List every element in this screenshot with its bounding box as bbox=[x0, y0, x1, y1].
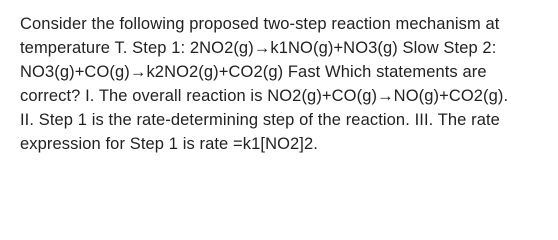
question-line-2: temperature T. Step 1: 2NO2(g)→k1NO(g)+NO3(g) Slow Step 2: bbox=[20, 39, 497, 57]
question-line-3: NO3(g)+CO(g)→k2NO2(g)+CO2(g) Fast Which statements are bbox=[20, 63, 487, 81]
question-text bbox=[20, 12, 548, 156]
question-line-5: II. Step 1 is the rate-determining step of the reaction. III. The rate bbox=[20, 111, 500, 129]
question-line-4: correct? I. The overall reaction is NO2(g)+CO(g)→NO(g)+CO2(g). bbox=[20, 87, 509, 105]
question-line-1: Consider the following proposed two-step reaction mechanism at bbox=[20, 15, 500, 33]
question-line-6: expression for Step 1 is rate =k1[NO2]2. bbox=[20, 135, 318, 153]
